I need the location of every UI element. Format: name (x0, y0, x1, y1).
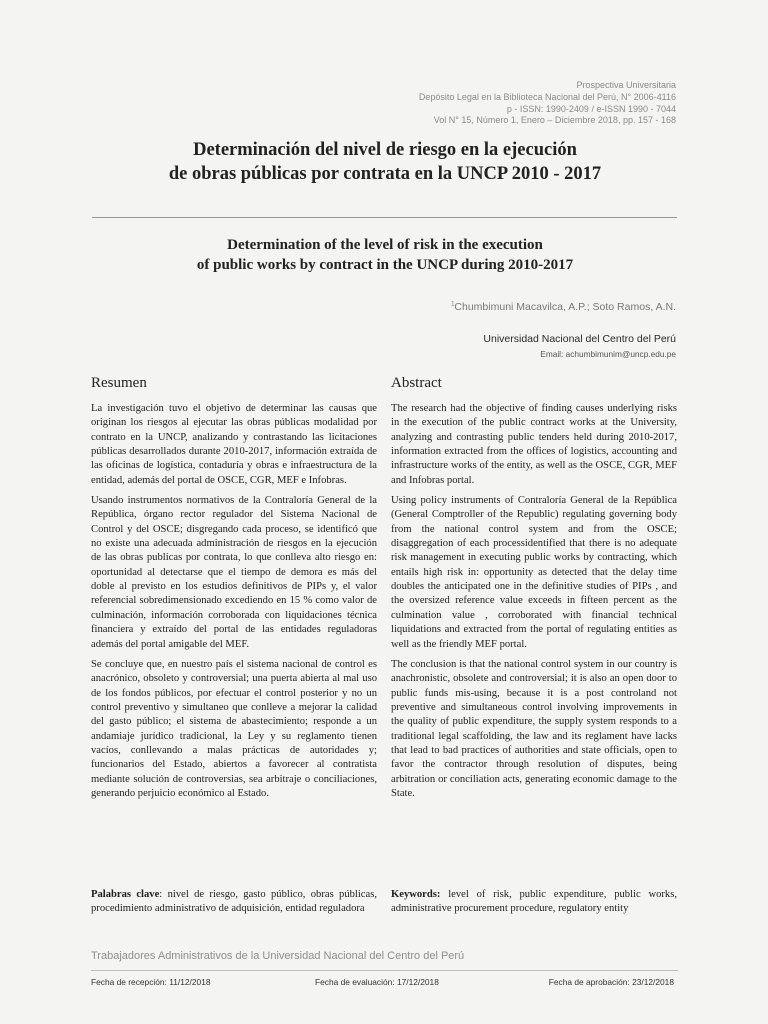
author-list (451, 301, 676, 313)
title-spanish-line-2: de obras públicas por contrata en la UNCP 2010 - 2017 (168, 164, 602, 184)
resumen-section (91, 374, 377, 807)
keywords-spanish (91, 888, 377, 917)
resumen-paragraph: Se concluye que, en nuestro país el sistema nacional de control es anacrónico, obsoleto y controversial; una puerta abierta al mal uso de los fondos públicos, por efectuar el control posterior y no un control preventivo y simultaneo que conlleve a mejorar la calidad del gasto público; el sistema de abastecimiento; responde a un andamiaje jurídico tradicional, la Ley y su reglamento tienen vacíos, conllevando a malas prácticas de autoridades y; funcionarios del Estado, abiertos a favorecer al contratista mediante solución de controversias, sea arbitraje o conciliaciones, generando perjuicio económico al Estado. (91, 658, 377, 799)
abstract-paragraph: Using policy instruments of Contraloría General de la República (General Comptroller of the Republic) regulating governing body from the national control system and from the OSCE; disaggregation of each processidentified that there is no adequate risk management in executing public works by contracting, which entails high risk in: opportunity as detected that the delay time doubles the anticipated one in the definitive studies of PIPs , and the oversized reference value exceeds in fifteen percent as the culmination value , corroborated with financial technical liquidations and extracted from the portal of regulating entities as well as the friendly MEF portal. (391, 495, 677, 650)
keywords-spanish-label: Palabras clave (91, 889, 160, 900)
journal-legal-deposit: Depósito Legal en la Biblioteca Nacional del Perú, N° 2006-4116 (418, 91, 676, 102)
resumen-paragraph: Usando instrumentos normativos de la Contraloría General de la República, órgano rector regulador del Sistema Nacional de Control y del OSCE; disgregando cada proceso, se identificó que no existe una adecuada administración de riesgos en la ejecución de las obras publicas por contrata, lo que conlleva alto riesgo en: oportunidad al detectarse que el tiempo de demora es más del doble al previsto en los estudios definitivos de PIPs y, el valor referencial sobredimensionado excediendo en 15 % como valor de culminación, información corroborada con liquidaciones técnica financiera y extraído del portal de las entidades reguladoras además del portal amigable del MEF. (91, 495, 377, 650)
keywords-english-text: level of risk, public expenditure, public works, administrative procurement procedure, regulatory entity (391, 889, 677, 915)
resumen-paragraph: La investigación tuvo el objetivo de determinar las causas que originan los riesgos al ejecutar las obras públicas modalidad por contrato en la UNCP, analizando y contrastando las licitaciones públicas desarrollados durante 2010-2017, información extraída de las oficinas de logística, contaduría y obras e infraestructura de la entidad, además del portal de OSCE, CGR, MEF e Infobras. (91, 403, 377, 486)
title-english (90, 235, 680, 275)
abstract-heading: Abstract (391, 375, 442, 391)
footer-organization: Trabajadores Administrativos de la Universidad Nacional del Centro del Perú (91, 950, 465, 962)
keywords-english-label: Keywords: (391, 889, 441, 900)
journal-header (256, 80, 676, 127)
title-spanish (90, 138, 680, 186)
title-divider (92, 217, 677, 218)
journal-name: Prospectiva Universitaria (576, 80, 676, 90)
journal-volume: Vol N° 15, Número 1, Enero – Diciembre 2018, pp. 157 - 168 (433, 115, 676, 126)
title-spanish-line-1: Determinación del nivel de riesgo en la ejecución (193, 140, 577, 160)
keywords-english (391, 888, 677, 917)
keywords-spanish-text: : nivel de riesgo, gasto público, obras públicas, procedimiento administrativo de adquisición, entidad reguladora (91, 889, 377, 915)
date-received: Fecha de recepción: 11/12/2018 (91, 977, 211, 987)
resumen-heading: Resumen (91, 375, 147, 391)
date-approved: Fecha de aprobación: 23/12/2018 (548, 977, 674, 987)
title-english-line-1: Determination of the level of risk in the execution (227, 237, 543, 253)
author-affiliation-marker: 1 (451, 301, 455, 308)
title-english-line-2: of public works by contract in the UNCP during 2010-2017 (196, 257, 574, 273)
abstract-paragraph: The conclusion is that the national control system in our country is anachronistic, obsolete and controversial; it is also an open door to public funds mis-using, because it is a post controland not preventive and simultaneous control involving improvements in the quality of public expenditure, the supply system responds to a traditional legal scaffolding, the law and its reglament have lacks that lead to bad practices of authorities and state officials, open to favor the contractor through resolution of disputes, being arbitration or conciliation acts, generating economic damage to the State. (391, 658, 677, 799)
date-evaluated: Fecha de evaluación: 17/12/2018 (315, 977, 439, 987)
author-names: Chumbimuni Macavilca, A.P.; Soto Ramos, A.N. (454, 301, 676, 313)
abstract-section (391, 374, 677, 807)
author-email[interactable]: Email: achumbimunim@uncp.edu.pe (540, 349, 676, 359)
journal-issn: p - ISSN: 1990-2409 / e-ISSN 1990 - 7044 (506, 103, 676, 114)
author-affiliation: Universidad Nacional del Centro del Perú (483, 333, 676, 345)
abstract-paragraph: The research had the objective of finding causes underlying risks in the execution of the public contract works at the University, analyzing and contrasting public tenders held during 2010-2017, information extracted from the offices of logistics, accounting and infrastructure works of the entity, as well as the OSCE, CGR, MEF and Infobras portal. (391, 403, 677, 486)
footer-divider (91, 970, 678, 971)
